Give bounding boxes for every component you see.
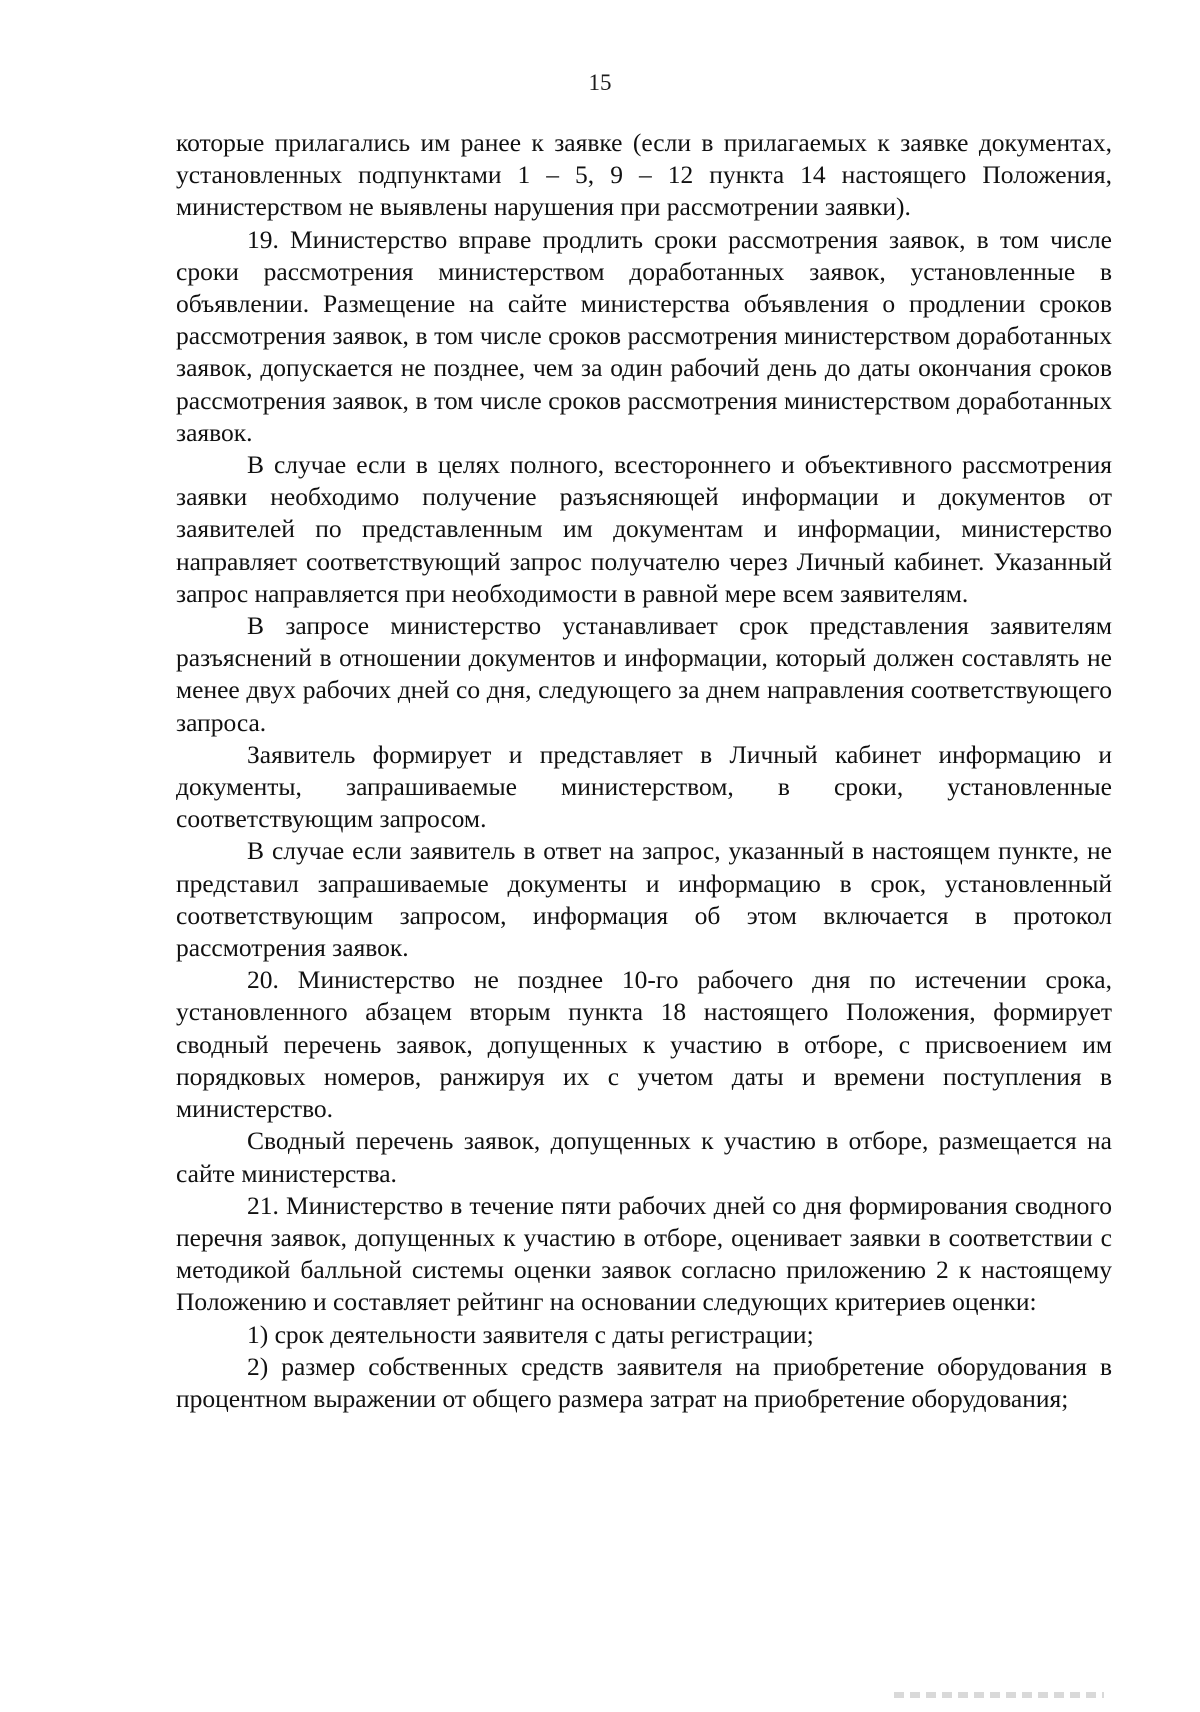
list-item: 1) срок деятельности заявителя с даты регистрации; [247,1319,814,1349]
paragraph: 19. Министерство вправе продлить сроки рассмотрения заявок, в том числе сроки рассмотрения министерством доработанных заявок, установленные в объявлении. Размещение на сайте министерства объявления о продлении сроков рассмотрения заявок, в том числе сроков рассмотрения министерством доработанных заявок, допускается не позднее, чем за один рабочий день до даты окончания сроков рассмотрения заявок, в том числе сроков рассмотрения министерством доработанных заявок. [176,224,1112,447]
list-item: 2) размер собственных средств заявителя на приобретение оборудования в процентном выражении от общего размера затрат на приобретение оборудования; [176,1351,1112,1413]
page-number: 15 [588,70,612,95]
paragraph: Заявитель формирует и представляет в Личный кабинет информацию и документы, запрашиваемые министерством, в сроки, установленные соответствующим запросом. [176,739,1112,834]
paragraph: 20. Министерство не позднее 10-го рабочего дня по истечении срока, установленного абзацем вторым пункта 18 настоящего Положения, формирует сводный перечень заявок, допущенных к участию в отборе, с присвоением им порядковых номеров, ранжируя их с учетом даты и времени поступления в министерство. [176,965,1112,1124]
paragraph: В случае если в целях полного, всестороннего и объективного рассмотрения заявки необходимо получение разъясняющей информации и документов от заявителей по представленным им документам и информации, министерство направляет соответствующий запрос получателю через Личный кабинет. Указанный запрос направляется при необходимости в равной мере всем заявителям. [176,450,1112,608]
paragraph: В случае если заявитель в ответ на запрос, указанный в настоящем пункте, не представил запрашиваемые документы и информацию в срок, установленный соответствующим запросом, информация об этом включается в протокол рассмотрения заявок. [176,836,1112,963]
scan-artifact [894,1692,1104,1698]
paragraph: В запросе министерство устанавливает срок представления заявителям разъяснений в отношении документов и информации, который должен составлять не менее двух рабочих дней со дня, следующего за днем направления соответствующего запроса. [176,611,1112,737]
paragraph: 21. Министерство в течение пяти рабочих дней со дня формирования сводного перечня заявок, допущенных к участию в отборе, оценивает заявки в соответствии с методикой балльной системы оценки заявок согласно приложению 2 к настоящему Положению и составляет рейтинг на основании следующих критериев оценки: [176,1190,1112,1317]
paragraph: которые прилагались им ранее к заявке (если в прилагаемых к заявке документах, установленных подпунктами 1 – 5, 9 – 12 пункта 14 настоящего Положения, министерством не выявлены нарушения при рассмотрении заявки). [176,128,1112,222]
document-body [176,127,1112,1415]
paragraph: Сводный перечень заявок, допущенных к участию в отборе, размещается на сайте министерства. [176,1126,1112,1188]
